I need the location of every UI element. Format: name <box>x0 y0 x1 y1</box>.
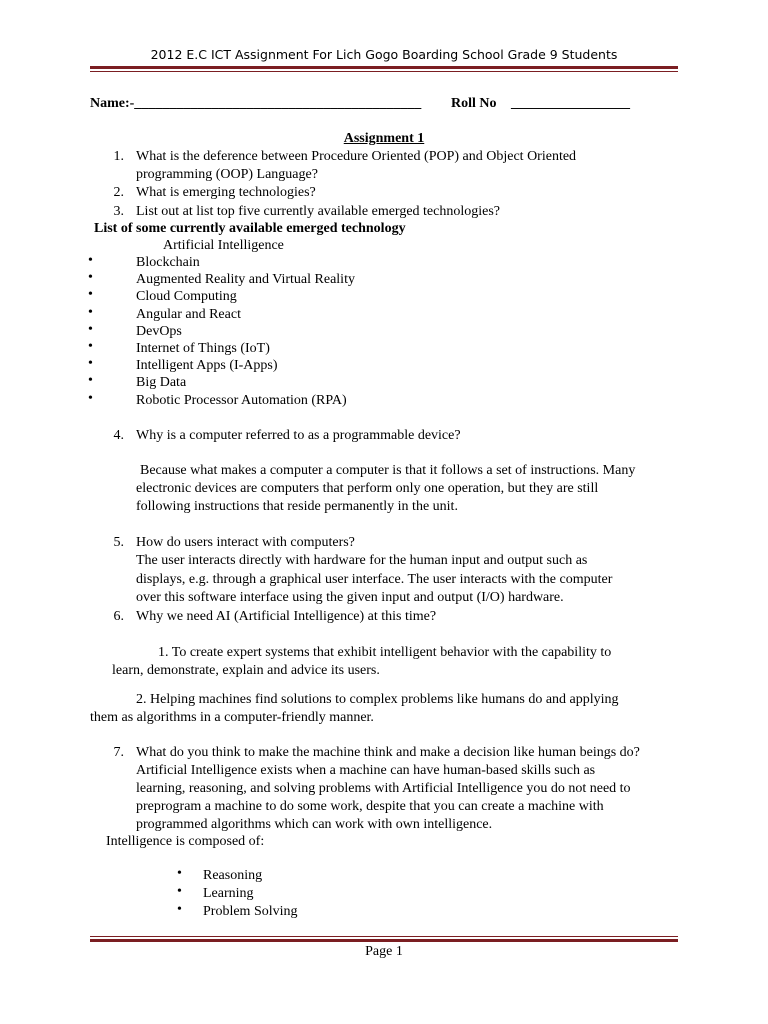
intelligence-part-item: Problem Solving <box>203 904 298 919</box>
q6-text: Why we need AI (Artificial Intelligence) at this time? <box>136 609 437 624</box>
q5-number: 5. <box>113 535 124 550</box>
tech-list-item: Cloud Computing <box>136 289 237 304</box>
q3-number: 3. <box>113 204 124 219</box>
tech-list-item: Big Data <box>136 375 187 390</box>
q4-answer-line3: following instructions that reside permanently in the unit. <box>136 499 458 514</box>
tech-list-item: Intelligent Apps (I-Apps) <box>136 358 278 373</box>
tech-list-first: Artificial Intelligence <box>163 238 284 253</box>
q7-answer-line2: learning, reasoning, and solving problems with Artificial Intelligence you do not need to <box>136 781 631 796</box>
bullet-icon: • <box>88 391 93 406</box>
q7-answer-line4: programmed algorithms which can work with own intelligence. <box>136 817 493 832</box>
bullet-icon: • <box>88 339 93 354</box>
q7-answer-line3: preprogram a machine to do some work, despite that you can create a machine with <box>136 799 604 814</box>
q4-answer-line2: electronic devices are computers that perform only one operation, but they are still <box>136 481 599 496</box>
tech-list-item: Augmented Reality and Virtual Reality <box>136 272 355 287</box>
bullet-icon: • <box>88 373 93 388</box>
q4-number: 4. <box>113 428 124 443</box>
tech-list-item: Robotic Processor Automation (RPA) <box>136 393 347 408</box>
q6-answer1-line2: learn, demonstrate, explain and advice its users. <box>112 663 380 678</box>
bullet-icon: • <box>88 253 93 268</box>
q5-answer-line1: The user interacts directly with hardware for the human input and output such as <box>136 553 588 568</box>
footer-rule-thick <box>90 939 678 942</box>
q5-text: How do users interact with computers? <box>136 535 355 550</box>
bullet-icon: • <box>88 287 93 302</box>
assignment-title: Assignment 1 <box>343 131 425 146</box>
tech-list-item: DevOps <box>136 324 182 339</box>
q1-text-line2: programming (OOP) Language? <box>136 167 318 182</box>
bullet-icon: • <box>177 902 182 917</box>
q2-number: 2. <box>113 185 124 200</box>
q6-answer2-line2: them as algorithms in a computer-friendly manner. <box>90 710 374 725</box>
page-header: 2012 E.C ICT Assignment For Lich Gogo Boarding School Grade 9 Students <box>150 47 618 62</box>
q1-number: 1. <box>113 149 124 164</box>
bullet-icon: • <box>88 356 93 371</box>
bullet-icon: • <box>177 884 182 899</box>
bullet-icon: • <box>177 866 182 881</box>
q4-text: Why is a computer referred to as a programmable device? <box>136 428 461 443</box>
q6-answer1-line1: 1. To create expert systems that exhibit intelligent behavior with the capability to <box>158 645 612 660</box>
q6-answer2-line1: 2. Helping machines find solutions to complex problems like humans do and applying <box>136 692 619 707</box>
q7-text: What do you think to make the machine think and make a decision like human beings do? <box>136 745 640 760</box>
q5-answer-line2: displays, e.g. through a graphical user interface. The user interacts with the computer <box>136 572 613 587</box>
tech-list-heading: List of some currently available emerged technology <box>94 221 406 236</box>
footer-rule-thin <box>90 936 678 937</box>
bullet-icon: • <box>88 305 93 320</box>
header-rule-thin <box>90 71 678 72</box>
intelligence-part-item: Reasoning <box>203 868 263 883</box>
roll-number-label: Roll No <box>451 96 497 111</box>
q5-answer-line3: over this software interface using the given input and output (I/O) hardware. <box>136 590 564 605</box>
q7-number: 7. <box>113 745 124 760</box>
q2-text: What is emerging technologies? <box>136 185 316 200</box>
name-field-label: Name:-_________________________________________ <box>90 96 422 111</box>
bullet-icon: • <box>88 270 93 285</box>
q7-composed-label: Intelligence is composed of: <box>106 834 265 849</box>
tech-list-item: Blockchain <box>136 255 200 270</box>
q7-answer-line1: Artificial Intelligence exists when a machine can have human-based skills such as <box>136 763 596 778</box>
page-number: Page 1 <box>365 944 403 959</box>
header-rule-thick <box>90 66 678 69</box>
intelligence-part-item: Learning <box>203 886 254 901</box>
roll-number-blank: _________________ <box>511 96 630 111</box>
tech-list-item: Internet of Things (IoT) <box>136 341 270 356</box>
bullet-icon: • <box>88 322 93 337</box>
q1-text-line1: What is the deference between Procedure Oriented (POP) and Object Oriented <box>136 149 577 164</box>
q3-text: List out at list top five currently available emerged technologies? <box>136 204 501 219</box>
q4-answer-line1: Because what makes a computer a computer is that it follows a set of instructions. Many <box>140 463 636 478</box>
q6-number: 6. <box>113 609 124 624</box>
tech-list-item: Angular and React <box>136 307 241 322</box>
